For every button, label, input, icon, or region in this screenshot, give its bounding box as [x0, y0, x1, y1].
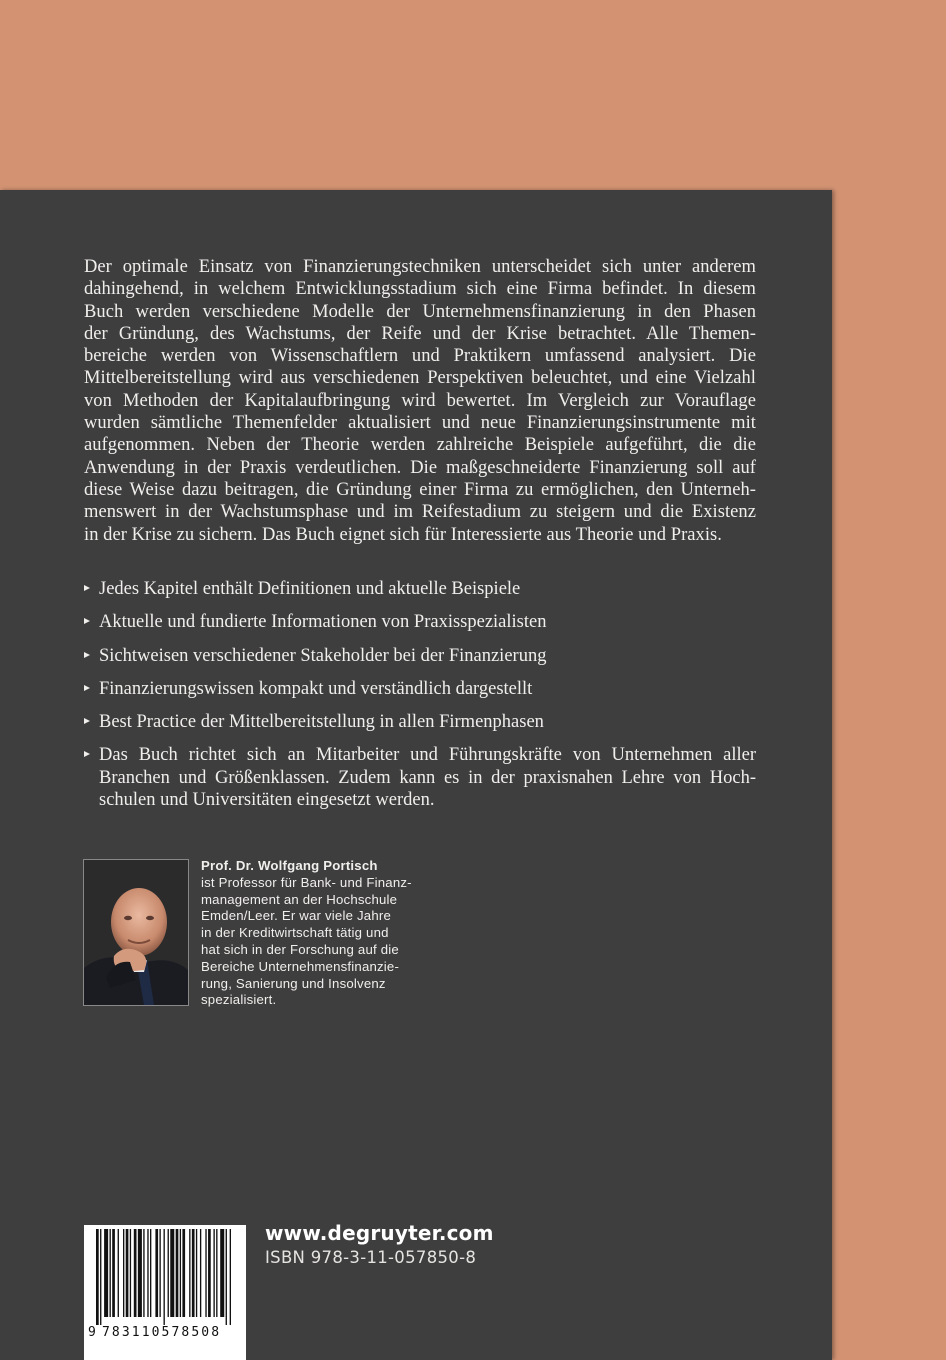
- feature-list-item: [84, 744, 756, 811]
- barcode-bar: [216, 1229, 217, 1317]
- isbn-barcode: [84, 1225, 246, 1360]
- author-bio-line: ist Professor für Bank- und Finanz-: [201, 874, 412, 890]
- barcode-bar: [100, 1229, 101, 1325]
- barcode-bar: [180, 1229, 181, 1317]
- barcode-bar: [200, 1229, 201, 1317]
- description-line: Der optimale Einsatz von Finanzierungstechniken unterscheidet sich unter anderem: [84, 257, 756, 277]
- description-line: bereiche werden von Wissenschaftlern und Praktikern umfassend analysiert. Die: [84, 346, 756, 367]
- barcode-first-digit: 9: [88, 1325, 98, 1340]
- barcode-bar: [168, 1229, 169, 1317]
- feature-text: Aktuelle und fundierte Informationen von Praxisspezialisten: [99, 612, 547, 633]
- barcode-bar: [112, 1229, 115, 1317]
- barcode-bar: [147, 1229, 148, 1317]
- feature-list-item: [84, 611, 756, 633]
- barcode-bar: [205, 1229, 206, 1317]
- author-bio-line: Emden/Leer. Er war viele Jahre: [201, 908, 391, 924]
- barcode-bar: [170, 1229, 174, 1317]
- feature-list: [84, 578, 756, 822]
- description-line: Anwendung in der Praxis verdeutlichen. Die maßgeschneiderte Finanzierung soll auf: [84, 457, 756, 478]
- barcode-bar: [104, 1229, 108, 1317]
- author-name: Prof. Dr. Wolfgang Portisch: [201, 858, 378, 873]
- barcode-number: 783110578508: [102, 1325, 222, 1340]
- barcode-bar: [126, 1229, 129, 1317]
- author-bio: [201, 858, 437, 1009]
- description-line: der Gründung, des Wachstums, der Reife und der Krise betrachtet. Alle Themen-: [84, 323, 756, 344]
- barcode-bar: [213, 1229, 214, 1317]
- barcode-bar: [182, 1229, 185, 1317]
- author-portrait-icon: [84, 860, 188, 1005]
- barcode-bar: [134, 1229, 137, 1317]
- bullet-arrow-icon: [84, 751, 90, 757]
- author-bio-line: management an der Hochschule: [201, 891, 398, 907]
- description-line: Buch werden verschiedene Modelle der Unternehmensfinanzierung in den Phasen: [84, 301, 756, 322]
- description-line: menswert in der Wachstumsphase und im Reifestadium zu steigern und die Existenz: [84, 502, 756, 523]
- barcode-bar: [130, 1229, 131, 1317]
- barcode-bar: [164, 1229, 165, 1325]
- feature-text: Sichtweisen verschiedener Stakeholder bei der Finanzierung: [99, 645, 547, 666]
- feature-text: Finanzierungswissen kompakt und verständlich dargestellt: [99, 678, 533, 699]
- feature-text: Best Practice der Mittelbereitstellung in allen Firmenphasen: [99, 712, 544, 733]
- author-photo: [83, 859, 189, 1006]
- feature-text: Branchen und Größenklassen. Zudem kann es in der praxisnahen Lehre von Hoch-: [99, 767, 756, 788]
- description-line: aufgenommen. Neben der Theorie werden zahlreiche Beispiele aufgeführt, die die: [84, 435, 756, 456]
- bullet-arrow-icon: [84, 585, 90, 591]
- description-line: diese Weise dazu beitragen, die Gründung einer Firma zu ermöglichen, den Unterneh-: [84, 479, 756, 500]
- bullet-arrow-icon: [84, 718, 90, 724]
- barcode-bar: [110, 1229, 111, 1317]
- barcode-bar: [176, 1229, 179, 1317]
- description-line: von Methoden der Kapitalaufbringung wird bewertet. Im Vergleich zur Vorauflage: [84, 390, 756, 411]
- bullet-arrow-icon: [84, 618, 90, 624]
- barcode-bar: [220, 1229, 224, 1317]
- description-line: wurden sämtliche Themenfelder aktualisiert und neue Finanzierungsinstrumente mit: [84, 413, 756, 434]
- description-line: Mittelbereitstellung wird aus verschiedenen Perspektiven beleuchtet, und eine Vielzahl: [84, 368, 756, 389]
- barcode-bar: [150, 1229, 151, 1317]
- barcode-bar: [196, 1229, 197, 1317]
- barcode-bars-icon: [84, 1225, 246, 1325]
- barcode-bar: [143, 1229, 144, 1317]
- barcode-bar: [208, 1229, 211, 1317]
- author-bio-line: Bereiche Unternehmensfinanzie-: [201, 958, 400, 974]
- author-bio-line: hat sich in der Forschung auf die: [201, 941, 399, 957]
- feature-text: Jedes Kapitel enthält Definitionen und aktuelle Beispiele: [99, 579, 521, 599]
- barcode-bar: [189, 1229, 190, 1317]
- feature-list-item: [84, 578, 756, 600]
- feature-list-item: [84, 678, 756, 700]
- barcode-bar: [230, 1229, 231, 1325]
- description-line: dahingehend, in welchem Entwicklungsstadium sich eine Firma befindet. In diesem: [84, 279, 756, 300]
- bullet-arrow-icon: [84, 652, 90, 658]
- feature-text: schulen und Universitäten eingesetzt werden.: [99, 790, 435, 811]
- author-bio-line: in der Kreditwirtschaft tätig und: [201, 925, 389, 941]
- description-line: in der Krise zu sichern. Das Buch eignet sich für Interessierte aus Theorie und Praxis.: [84, 524, 722, 545]
- barcode-bar: [226, 1229, 227, 1325]
- isbn-number: ISBN 978-3-11-057850-8: [265, 1248, 477, 1267]
- author-bio-line: spezialisiert.: [201, 992, 277, 1008]
- description-text: [84, 256, 756, 546]
- barcode-bar: [118, 1229, 119, 1317]
- barcode-bar: [138, 1229, 142, 1317]
- feature-list-item: [84, 645, 756, 667]
- feature-list-item: [84, 711, 756, 733]
- barcode-bar: [96, 1229, 99, 1325]
- bullet-arrow-icon: [84, 685, 90, 691]
- publisher-url[interactable]: www.degruyter.com: [265, 1221, 494, 1245]
- author-bio-line: rung, Sanierung und Insolvenz: [201, 975, 386, 991]
- feature-text: Das Buch richtet sich an Mitarbeiter und Führungskräfte von Unternehmen aller: [99, 745, 756, 766]
- barcode-bar: [159, 1229, 160, 1317]
- barcode-bar: [192, 1229, 195, 1317]
- barcode-bar: [123, 1229, 124, 1317]
- barcode-bar: [155, 1229, 158, 1317]
